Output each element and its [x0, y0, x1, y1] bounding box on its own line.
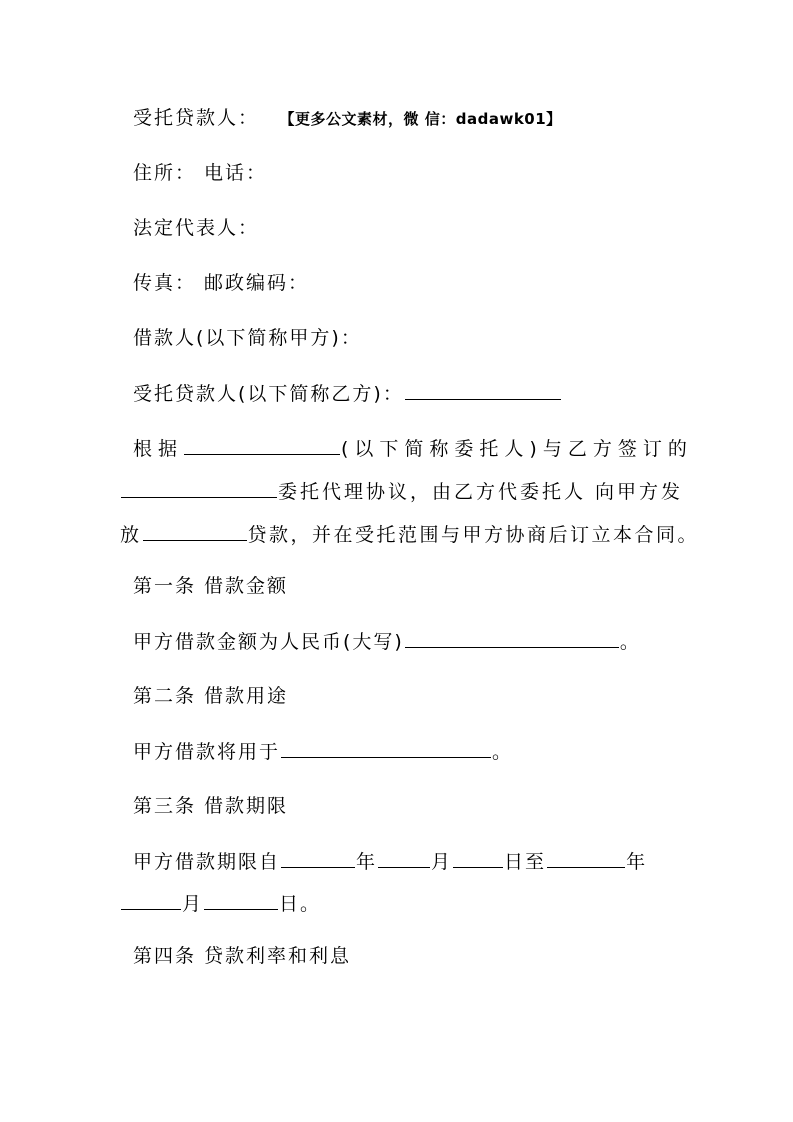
borrower-line: 借款人(以下简称甲方)：: [133, 327, 362, 349]
art3-day-end: 日。: [279, 893, 322, 915]
basis-line-2: [0, 479, 793, 504]
address-phone-line: 住所： 电话：: [133, 162, 268, 184]
start-day-blank: [453, 849, 503, 868]
lender-line: [0, 381, 793, 406]
basis-line-1: [0, 436, 793, 461]
art3-month: 月: [431, 851, 453, 873]
art3-a: 甲方借款期限自: [133, 851, 281, 873]
basis-line-3: [0, 522, 793, 547]
article-1-title: 第一条 借款金额: [133, 575, 289, 597]
principal-blank: [184, 436, 340, 455]
fax-postcode-line: 传真： 邮政编码：: [133, 272, 310, 294]
promo-note: 【更多公文素材，微 信：dadawk01】: [287, 110, 562, 128]
art2-end: 。: [492, 741, 514, 763]
entrusted-lender-line: [0, 106, 793, 131]
article-1-text: [0, 629, 793, 654]
art2-label: 甲方借款将用于: [133, 741, 281, 763]
art3-year: 年: [356, 851, 378, 873]
article-3-text-2: [0, 891, 793, 916]
basis-3a: 放: [120, 524, 142, 546]
basis-3b: 贷款，并在受托范围与甲方协商后订立本合同。: [247, 524, 700, 546]
entrusted-lender-label: 受托贷款人：: [133, 107, 260, 129]
article-4-title: 第四条 贷款利率和利息: [133, 945, 352, 967]
basis-1b: (以下简称委托人)与乙方签订的: [341, 438, 693, 460]
lender-label: 受托贷款人(以下简称乙方)：: [133, 383, 404, 405]
end-month-blank: [121, 891, 181, 910]
legal-rep-line: 法定代表人：: [133, 217, 260, 239]
loan-type-blank: [143, 522, 247, 541]
basis-1a: 根据: [133, 438, 184, 460]
start-year-blank: [281, 849, 355, 868]
lender-blank: [405, 381, 561, 400]
article-2-text: [0, 739, 793, 764]
art3-month2: 月: [182, 893, 204, 915]
agreement-blank: [121, 479, 277, 498]
purpose-blank: [281, 739, 491, 758]
article-3-title: 第三条 借款期限: [133, 795, 289, 817]
art3-year2: 年: [626, 851, 648, 873]
art1-end: 。: [619, 631, 641, 653]
end-day-blank: [204, 891, 278, 910]
article-3-text-1: [0, 849, 793, 874]
art1-label: 甲方借款金额为人民币(大写): [133, 631, 404, 653]
end-year-blank: [547, 849, 625, 868]
article-2-title: 第二条 借款用途: [133, 685, 289, 707]
start-month-blank: [378, 849, 430, 868]
art3-day-to: 日至: [504, 851, 547, 873]
basis-2: 委托代理协议，由乙方代委托人 向甲方发: [278, 481, 684, 503]
amount-blank: [405, 629, 619, 648]
